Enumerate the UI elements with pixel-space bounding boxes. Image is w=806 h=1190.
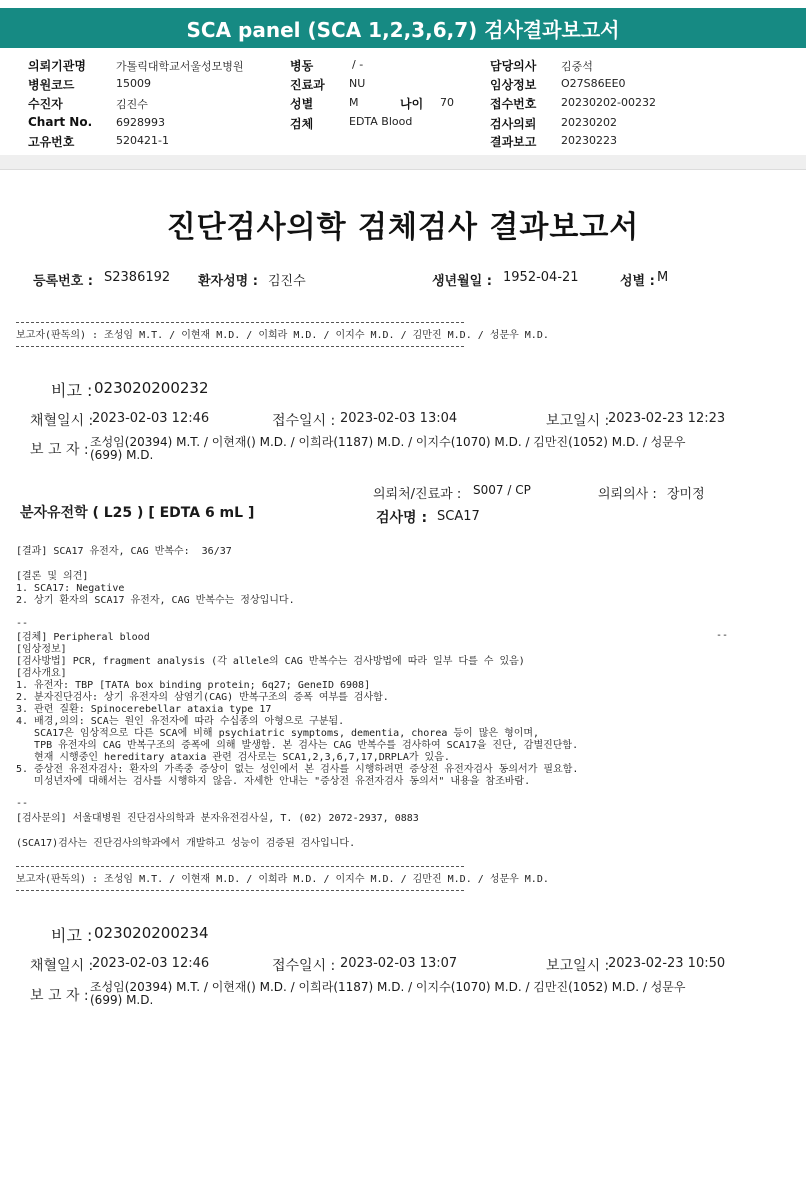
section-separator: -- [16,798,29,809]
dept-value: NU [349,77,366,90]
sex-value: M [349,96,359,109]
dash-separator [16,890,464,891]
request-value: 20230202 [561,116,617,129]
report-time-value: 2023-02-23 12:23 [608,411,726,426]
test-value: SCA17 [437,509,480,524]
hospital-code-label: 병원코드 [28,78,75,92]
section-separator-right: -- [716,630,729,641]
dob-label: 생년월일 : [432,274,492,289]
age-label: 나이 [400,97,424,111]
sex-label-2: 성별 : [620,274,655,289]
report-date-value: 20230223 [561,134,617,147]
reporter-label: 보 고 자 : [30,442,89,458]
memo-value: 023020200232 [94,379,209,397]
patient-label: 수진자 [28,97,63,111]
detail-line: 현재 시행중인 hereditary ataxia 관련 검사로는 SCA1,2,3,6,7,17,DRPLA가 있음. [16,752,450,763]
reg-label: 등록번호 : [33,274,93,289]
detail-line: [검체] Peripheral blood [16,632,150,643]
req-doctor-value: 장미정 [667,487,705,502]
conclusion-item: 2. 상기 환자의 SCA17 유전자, CAG 반복수는 정상입니다. [16,595,295,606]
report-title: SCA panel (SCA 1,2,3,6,7) 검사결과보고서 [186,17,620,42]
doctor-label: 담당의사 [490,59,537,73]
doctor-value: 김중석 [561,60,593,73]
dob-value: 1952-04-21 [503,270,579,285]
section-title: 분자유전학 ( L25 ) [ EDTA 6 mL ] [20,505,255,521]
collect-label: 채혈일시 : [30,413,94,429]
sex-label: 성별 [290,97,314,111]
hospital-code-value: 15009 [116,77,151,90]
ward-value: / - [352,58,364,71]
dash-separator [16,322,464,323]
detail-line: 5. 증상전 유전자검사: 환자의 가족중 증상이 없는 성인에서 본 검사를 시행하려면 증상전 유전자검사 동의서가 필요함. [16,764,579,775]
reporter-line-2: (699) M.D. [90,448,154,462]
name-value: 김진수 [268,274,306,289]
reporter-line-1: 조성임(20394) M.T. / 이현재() M.D. / 이희라(1187) M.D. / 이지수(1070) M.D. / 김만진(1052) M.D. / 성문우 [90,435,686,449]
detail-line: 1. 유전자: TBP [TATA box binding protein; 6q27; GeneID 6908] [16,680,371,691]
dept-value-2: S007 / CP [473,483,531,497]
reporters-line-2: 보고자(판독의) : 조성임 M.T. / 이현재 M.D. / 이희라 M.D. / 이지수 M.D. / 김만진 M.D. / 성문우 M.D. [16,874,549,885]
dept-label: 진료과 [290,78,325,92]
ward-label: 병동 [290,59,314,73]
report-title-bar [0,8,806,48]
section-separator: -- [16,618,29,629]
report-time-value-2: 2023-02-23 10:50 [608,956,726,971]
receive-label: 접수일시 : [272,413,336,429]
reporter-label-2: 보 고 자 : [30,988,89,1004]
dash-separator [16,866,464,867]
result-line: [결과] SCA17 유전자, CAG 반복수: 36/37 [16,546,232,557]
conclusion-item: 1. SCA17: Negative [16,583,125,594]
collect-value-2: 2023-02-03 12:46 [92,956,210,971]
detail-line: [검사방법] PCR, fragment analysis (각 allele의 CAG 반복수는 검사방법에 따라 일부 다를 수 있음) [16,656,525,667]
conclusion-heading: [결론 및 의견] [16,571,89,582]
memo-label: 비고 : [51,381,93,400]
clinical-value: O27S86EE0 [561,77,626,90]
chart-label: Chart No. [28,115,93,129]
receive-label-2: 접수일시 : [272,958,336,974]
req-doctor-label: 의뢰의사 : [598,487,657,502]
clinical-label: 임상정보 [490,78,537,92]
dept-label-2: 의뢰처/진료과 : [373,487,462,502]
institution-label: 의뢰기관명 [28,59,86,73]
reporter-line-1-2: 조성임(20394) M.T. / 이현재() M.D. / 이희라(1187) M.D. / 이지수(1070) M.D. / 김만진(1052) M.D. / 성문우 [90,980,686,994]
detail-line: [임상정보] [16,644,67,655]
detail-line: 3. 관련 질환: Spinocerebellar ataxia type 17 [16,704,272,715]
report-date-label: 결과보고 [490,135,537,149]
specimen-value: EDTA Blood [349,115,413,128]
memo-value-2: 023020200234 [94,924,209,942]
name-label: 환자성명 : [198,274,258,289]
receipt-value: 20230202-00232 [561,96,656,109]
inquiry-line: [검사문의] 서울대병원 진단검사의학과 분자유전검사실, T. (02) 2072-2937, 0883 [16,813,419,824]
developed-line: (SCA17)검사는 진단검사의학과에서 개발하고 성능이 검증된 검사입니다. [16,838,356,849]
patient-value: 김진수 [116,98,148,111]
detail-line: [검사개요] [16,668,67,679]
request-label: 검사의뢰 [490,117,537,131]
report-time-label: 보고일시 : [546,413,610,429]
separator-line [0,169,806,170]
receive-value: 2023-02-03 13:04 [340,411,458,426]
detail-line: 미성년자에 대해서는 검사를 시행하지 않음. 자세한 안내는 "증상전 유전자검사 동의서" 내용을 참조바람. [16,776,531,787]
document-title: 진단검사의학 검체검사 결과보고서 [166,210,640,245]
receipt-label: 접수번호 [490,97,537,111]
separator-band [0,155,806,169]
unique-value: 520421-1 [116,134,169,147]
age-value: 70 [440,96,454,109]
reg-value: S2386192 [104,270,171,285]
receive-value-2: 2023-02-03 13:07 [340,956,458,971]
detail-line: SCA17은 임상적으로 다른 SCA에 비해 psychiatric symptoms, dementia, chorea 등이 많은 형이며, [16,728,540,739]
dash-separator [16,346,464,347]
collect-value: 2023-02-03 12:46 [92,411,210,426]
collect-label-2: 채혈일시 : [30,958,94,974]
report-time-label-2: 보고일시 : [546,958,610,974]
detail-line: TPB 유전자의 CAG 반복구조의 증폭에 의해 발생함. 본 검사는 CAG 반복수를 검사하여 SCA17을 진단, 감별진단함. [16,740,579,751]
reporter-line-2-2: (699) M.D. [90,993,154,1007]
institution-value: 가톨릭대학교서울성모병원 [116,60,244,73]
chart-value: 6928993 [116,116,165,129]
memo-label-2: 비고 : [51,926,93,945]
test-label: 검사명 : [376,510,428,526]
detail-line: 4. 배경,의의: SCA는 원인 유전자에 따라 수십종의 아형으로 구분됨. [16,716,345,727]
reporters-line: 보고자(판독의) : 조성임 M.T. / 이현재 M.D. / 이희라 M.D. / 이지수 M.D. / 김만진 M.D. / 성문우 M.D. [16,330,549,341]
unique-label: 고유번호 [28,135,75,149]
sex-value-2: M [657,270,669,285]
specimen-label: 검체 [290,117,314,131]
detail-line: 2. 분자진단검사: 상기 유전자의 삼염기(CAG) 반복구조의 증폭 여부를 검사함. [16,692,389,703]
